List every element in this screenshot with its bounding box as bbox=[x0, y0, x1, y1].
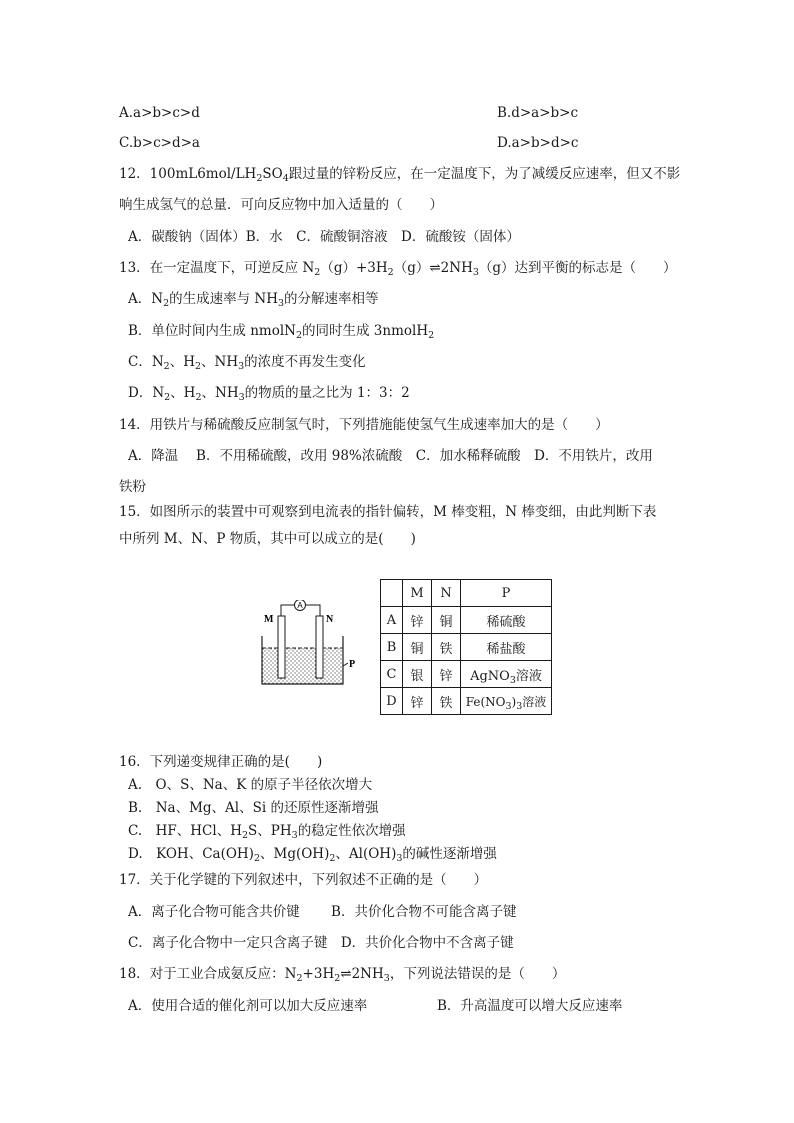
q15-stem-line2: 中所列 M、N、P 物质，其中可以成立的是( ) bbox=[119, 531, 416, 547]
table-row bbox=[381, 688, 552, 715]
table-cell: 锌 bbox=[403, 607, 432, 634]
q11-option-c: C.b>c>d>a bbox=[119, 135, 200, 151]
q15-stem-line1: 15．如图所示的装置中可观察到电流表的指针偏转，M 棒变粗，N 棒变细，由此判断下表 bbox=[119, 504, 657, 520]
electrochemical-cell-figure bbox=[258, 600, 368, 690]
electrode-m bbox=[278, 616, 285, 678]
table-cell: 银 bbox=[403, 661, 432, 688]
table-cell: A bbox=[381, 607, 403, 634]
q13-option-d: D．$N_2$、$H_2$、$NH_3$的物质的量之比为 1：3：2 bbox=[128, 385, 410, 403]
table-cell: 稀硫酸 bbox=[461, 607, 552, 634]
q15-table bbox=[380, 579, 552, 715]
q14-options: A．降温 B．不用稀硫酸，改用 98%浓硫酸 C．加水稀释硫酸 D．不用铁片，改用 bbox=[128, 448, 653, 464]
q17-options-line1: A．离子化合物可能含共价键 B．共价化合物不可能含离子键 bbox=[128, 904, 517, 920]
table-header-row bbox=[381, 580, 552, 607]
q11-option-a: A.a>b>c>d bbox=[119, 105, 200, 121]
q18-option-a: A．使用合适的催化剂可以加大反应速率 bbox=[128, 998, 368, 1014]
q11-option-b: B.d>a>b>c bbox=[497, 105, 579, 121]
q13-option-a: A．$N_2$的生成速率与 $NH_3$的分解速率相等 bbox=[128, 291, 379, 309]
table-header-cell: M bbox=[403, 580, 432, 607]
label-p: P bbox=[349, 659, 356, 670]
q17-stem: 17．关于化学键的下列叙述中，下列叙述不正确的是（ ） bbox=[119, 872, 488, 888]
table-header-cell bbox=[381, 580, 403, 607]
electrode-n bbox=[316, 616, 323, 678]
table-cell: AgNO$_3$溶液 bbox=[461, 661, 552, 688]
q12-stem-line2: 响生成氢气的总量．可向反应物中加入适量的（ ） bbox=[119, 197, 443, 213]
ammeter-label: A bbox=[297, 601, 303, 610]
table-cell: B bbox=[381, 634, 403, 661]
table-cell: 稀盐酸 bbox=[461, 634, 552, 661]
table-header-cell: P bbox=[461, 580, 552, 607]
table-cell: $Fe(NO_3)_3$溶液 bbox=[461, 688, 552, 715]
q14-options-cont: 铁粉 bbox=[119, 479, 146, 495]
table-cell: 铜 bbox=[432, 607, 461, 634]
q16-option-a: A. O、S、Na、K 的原子半径依次增大 bbox=[128, 777, 373, 793]
q16-option-b: B. Na、Mg、Al、Si 的还原性逐渐增强 bbox=[128, 800, 379, 816]
label-n: N bbox=[326, 614, 334, 625]
q13-option-b: B．单位时间内生成 nmolN$_2$的同时生成 3nmolH$_2$ bbox=[128, 323, 435, 341]
q12-stem-line1: 12．$100mL6mol/LH_2SO_4$跟过量的锌粉反应，在一定温度下，为了减缓反应速率，但又不影 bbox=[119, 166, 681, 184]
label-m: M bbox=[264, 614, 274, 625]
table-cell: 铁 bbox=[432, 634, 461, 661]
table-cell: 锌 bbox=[432, 661, 461, 688]
table-cell: 铁 bbox=[432, 688, 461, 715]
q16-option-c: C. HF、HCl、$H_2S$、$PH_3$的稳定性依次增强 bbox=[128, 823, 406, 841]
table-header-cell: N bbox=[432, 580, 461, 607]
q13-stem: 13．在一定温度下，可逆反应 $N_2(g)+3H_2(g)\rightleftharpoons 2NH_3(g)$达到平衡的标志是（ ） bbox=[119, 260, 677, 278]
q18-stem: 18．对于工业合成氨反应：$N_2+3H_2\rightleftharpoons 2NH_3$，下列说法错误的是（ ） bbox=[119, 966, 566, 984]
q12-options: A．碳酸钠（固体）B．水 C．硫酸铜溶液 D．硫酸铵（固体） bbox=[128, 229, 520, 245]
table-cell: 锌 bbox=[403, 688, 432, 715]
q16-stem: 16．下列递变规律正确的是( ) bbox=[119, 754, 323, 770]
table-row bbox=[381, 634, 552, 661]
table-row bbox=[381, 661, 552, 688]
q17-options-line2: C．离子化合物中一定只含离子键 D．共价化合物中不含离子键 bbox=[128, 935, 514, 951]
q13-option-c: C．$N_2$、$H_2$、$NH_3$的浓度不再发生变化 bbox=[128, 354, 366, 372]
table-cell: C bbox=[381, 661, 403, 688]
table-cell: 铜 bbox=[403, 634, 432, 661]
q16-option-d: D. KOH、$Ca(OH)_2$、$Mg(OH)_2$、$Al(OH)_3$的碱性逐渐增强 bbox=[128, 846, 497, 864]
q11-option-d: D.a>b>d>c bbox=[497, 135, 579, 151]
q14-stem: 14．用铁片与稀硫酸反应制氢气时，下列措施能使氢气生成速率加大的是（ ） bbox=[119, 417, 609, 433]
table-cell: D bbox=[381, 688, 403, 715]
table-row bbox=[381, 607, 552, 634]
q18-option-b: B．升高温度可以增大反应速率 bbox=[437, 998, 623, 1014]
